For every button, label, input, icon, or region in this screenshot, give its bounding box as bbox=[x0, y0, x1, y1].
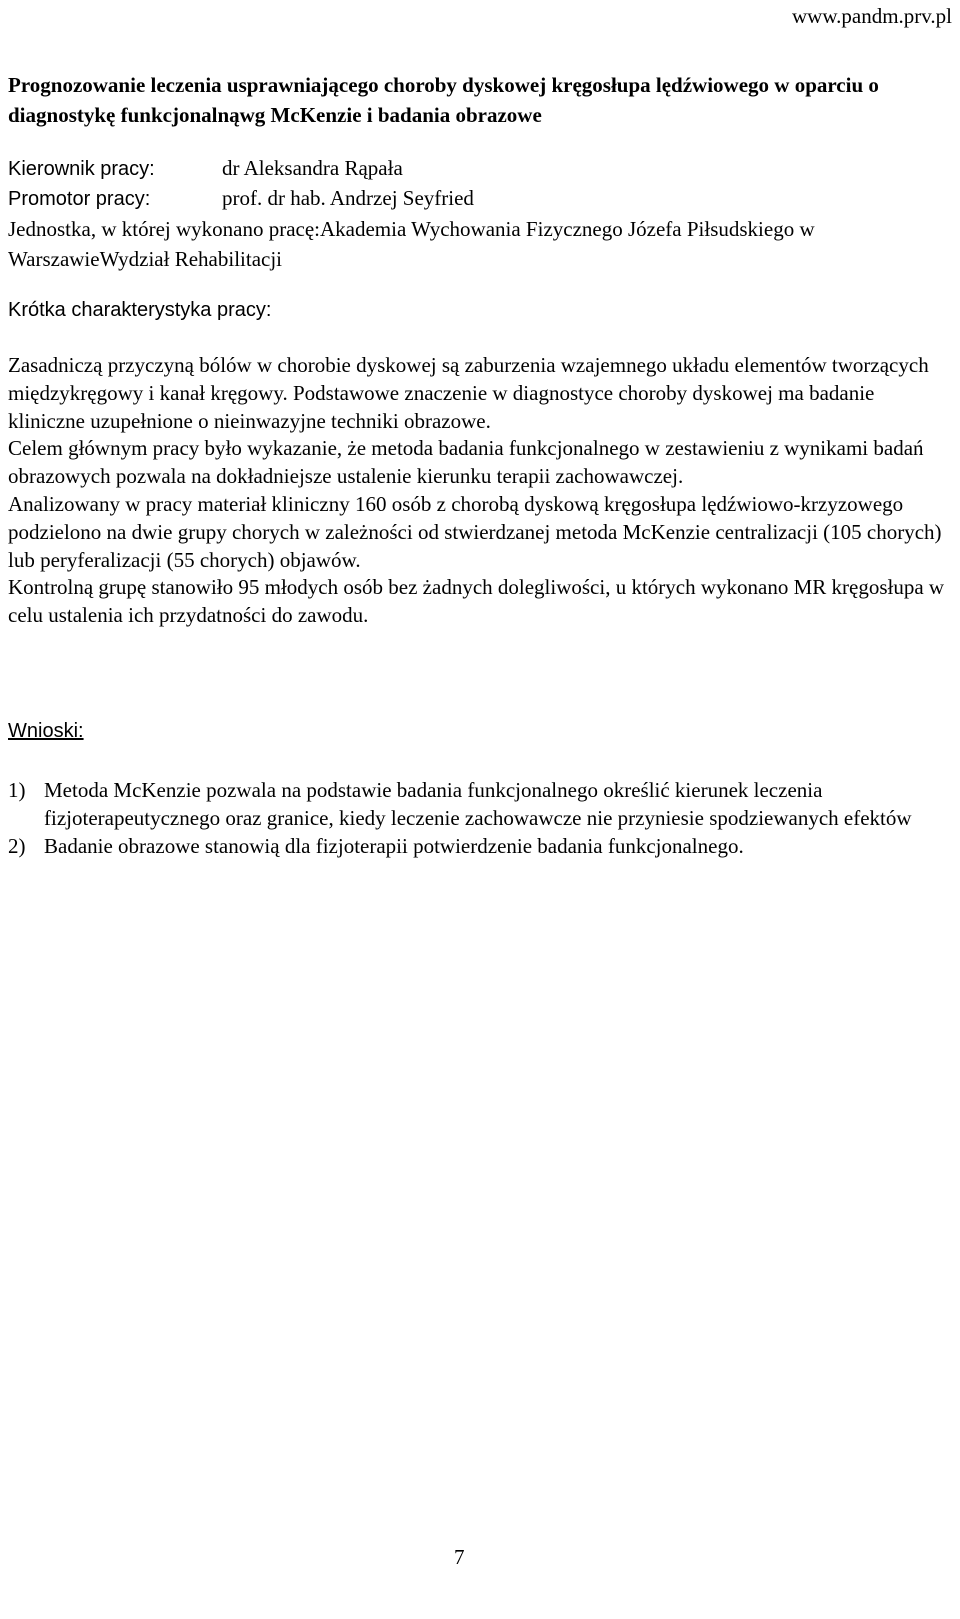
summary-heading: Krótka charakterystyka pracy: bbox=[8, 299, 272, 321]
summary-body bbox=[8, 352, 948, 630]
unit-text: Jednostka, w której wykonano pracę:Akademia Wychowania Fizycznego Józefa Piłsudskiego w WarszawieWydział Rehabilitacji bbox=[8, 217, 815, 271]
supervisor-row bbox=[8, 154, 953, 184]
summary-paragraph: Kontrolną grupę stanowiło 95 młodych osób bez żadnych dolegliwości, u których wykonano MR kręgosłupa w celu ustalenia ich przydatności do zawodu. bbox=[8, 575, 945, 628]
conclusion-number: 2) bbox=[8, 834, 26, 858]
summary-paragraph: Zasadniczą przyczyną bólów w chorobie dyskowej są zaburzenia wzajemnego układu elementów tworzących międzykręgowy i kanał kręgowy. Podstawowe znaczenie w diagnostyce choroby dyskowej ma badanie kliniczne uzupełnione o nieinwazyjne techniki obrazowe. bbox=[8, 353, 929, 433]
promoter-value: prof. dr hab. Andrzej Seyfried bbox=[222, 186, 474, 210]
thesis-metadata bbox=[8, 154, 953, 274]
header-url: www.pandm.prv.pl bbox=[791, 4, 952, 28]
conclusion-item bbox=[8, 832, 948, 860]
conclusions-list bbox=[8, 776, 948, 860]
page-number: 7 bbox=[454, 1545, 465, 1569]
conclusion-text: Badanie obrazowe stanowią dla fizjoterapii potwierdzenie badania funkcjonalnego. bbox=[44, 834, 744, 858]
summary-paragraph: Analizowany w pracy materiał kliniczny 160 osób z chorobą dyskową kręgosłupa lędźwiowo-krzyzowego podzielono na dwie grupy chorych w zależności od stwierdzanej metoda McKenzie centralizacji (105 chorych) lub peryferalizacji (55 chorych) objawów. bbox=[8, 491, 942, 572]
thesis-title: Prognozowanie leczenia usprawniającego choroby dyskowej kręgosłupa lędźwiowego w oparciu o diagnostykę funkcjonalnąwg McKenzie i badania obrazowe bbox=[8, 73, 879, 127]
conclusions-heading: Wnioski: bbox=[8, 720, 84, 742]
conclusion-number: 1) bbox=[8, 778, 26, 802]
promoter-label: Promotor pracy: bbox=[8, 188, 151, 210]
supervisor-value: dr Aleksandra Rąpała bbox=[222, 156, 403, 180]
conclusion-text: Metoda McKenzie pozwala na podstawie badania funkcjonalnego określić kierunek leczenia fizjoterapeutycznego oraz granice, kiedy leczenie zachowawcze nie przyniesie spodziewanych efektów bbox=[44, 778, 912, 830]
summary-paragraph: Celem głównym pracy było wykazanie, że metoda badania funkcjonalnego w zestawieniu z wynikami badań obrazowych pozwala na dokładniejsze ustalenie kierunku terapii zachowawczej. bbox=[8, 436, 924, 489]
conclusion-item bbox=[8, 776, 948, 832]
supervisor-label: Kierownik pracy: bbox=[8, 158, 155, 180]
promoter-row bbox=[8, 184, 953, 214]
